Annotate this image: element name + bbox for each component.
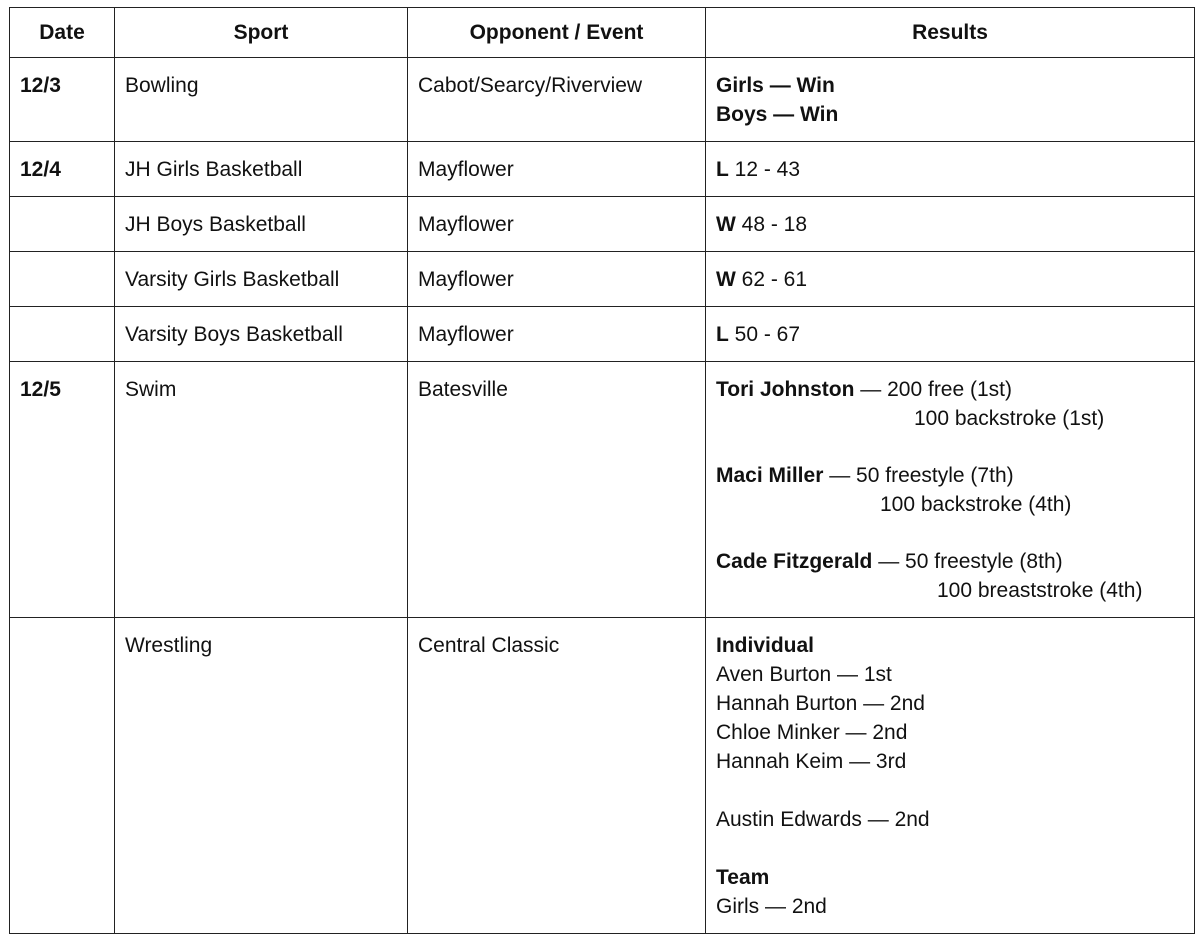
date-cell: 12/5: [10, 362, 115, 618]
results-cell: [706, 307, 1195, 362]
swimmer-name: Tori Johnston: [716, 378, 855, 401]
result-line: Aven Burton — 1st: [716, 663, 892, 686]
result-score: 62 - 61: [735, 268, 808, 291]
opponent-cell: Mayflower: [408, 197, 706, 252]
swimmer-event: 100 backstroke (1st): [914, 407, 1105, 430]
swimmer-name: Maci Miller: [716, 464, 824, 487]
swimmer-result: [716, 547, 1184, 605]
result-letter: W: [716, 268, 736, 291]
result-line: Austin Edwards — 2nd: [716, 808, 930, 831]
results-cell: [706, 252, 1195, 307]
swimmer-name: Cade Fitzgerald: [716, 550, 873, 573]
result-letter: W: [716, 213, 736, 236]
date-cell: 12/4: [10, 142, 115, 197]
table-row: [10, 307, 1195, 362]
opponent-cell: Mayflower: [408, 142, 706, 197]
section-heading: Individual: [716, 634, 815, 657]
opponent-cell: Cabot/Searcy/Riverview: [408, 58, 706, 142]
header-opponent: Opponent / Event: [408, 8, 706, 58]
results-cell: [706, 362, 1195, 618]
header-results: Results: [706, 8, 1195, 58]
result-line: Girls — Win: [716, 74, 835, 97]
swimmer-event: — 50 freestyle (8th): [872, 550, 1063, 573]
opponent-cell: Central Classic: [408, 618, 706, 934]
table-row: [10, 252, 1195, 307]
date-cell: [10, 252, 115, 307]
result-line: Hannah Keim — 3rd: [716, 750, 907, 773]
date-cell: [10, 307, 115, 362]
table-row: [10, 618, 1195, 934]
swimmer-result: [716, 375, 1184, 433]
header-sport: Sport: [115, 8, 408, 58]
sport-cell: Bowling: [115, 58, 408, 142]
result-score: 48 - 18: [735, 213, 808, 236]
results-cell: [706, 142, 1195, 197]
swimmer-result: [716, 461, 1184, 519]
header-date: Date: [10, 8, 115, 58]
results-table: [9, 7, 1195, 934]
section-heading: Team: [716, 866, 770, 889]
opponent-cell: Batesville: [408, 362, 706, 618]
result-letter: L: [716, 158, 729, 181]
results-cell: [706, 197, 1195, 252]
table-row: [10, 197, 1195, 252]
table-row: [10, 58, 1195, 142]
table-row: [10, 362, 1195, 618]
result-line: Boys — Win: [716, 103, 839, 126]
opponent-cell: Mayflower: [408, 252, 706, 307]
sport-cell: Swim: [115, 362, 408, 618]
results-cell: [706, 618, 1195, 934]
result-line: Hannah Burton — 2nd: [716, 692, 925, 715]
swimmer-event: 100 breaststroke (4th): [937, 579, 1143, 602]
result-line: Girls — 2nd: [716, 895, 827, 918]
date-cell: 12/3: [10, 58, 115, 142]
sport-cell: Varsity Girls Basketball: [115, 252, 408, 307]
sport-cell: Varsity Boys Basketball: [115, 307, 408, 362]
date-cell: [10, 197, 115, 252]
result-score: 12 - 43: [728, 158, 801, 181]
sport-cell: Wrestling: [115, 618, 408, 934]
result-line: Chloe Minker — 2nd: [716, 721, 908, 744]
table-row: [10, 142, 1195, 197]
result-letter: L: [716, 323, 729, 346]
swimmer-event: — 200 free (1st): [854, 378, 1012, 401]
sport-cell: JH Girls Basketball: [115, 142, 408, 197]
result-score: 50 - 67: [728, 323, 801, 346]
swimmer-event: — 50 freestyle (7th): [823, 464, 1014, 487]
header-row: [10, 8, 1195, 58]
swimmer-event: 100 backstroke (4th): [880, 493, 1072, 516]
sport-cell: JH Boys Basketball: [115, 197, 408, 252]
results-cell: [706, 58, 1195, 142]
date-cell: [10, 618, 115, 934]
opponent-cell: Mayflower: [408, 307, 706, 362]
